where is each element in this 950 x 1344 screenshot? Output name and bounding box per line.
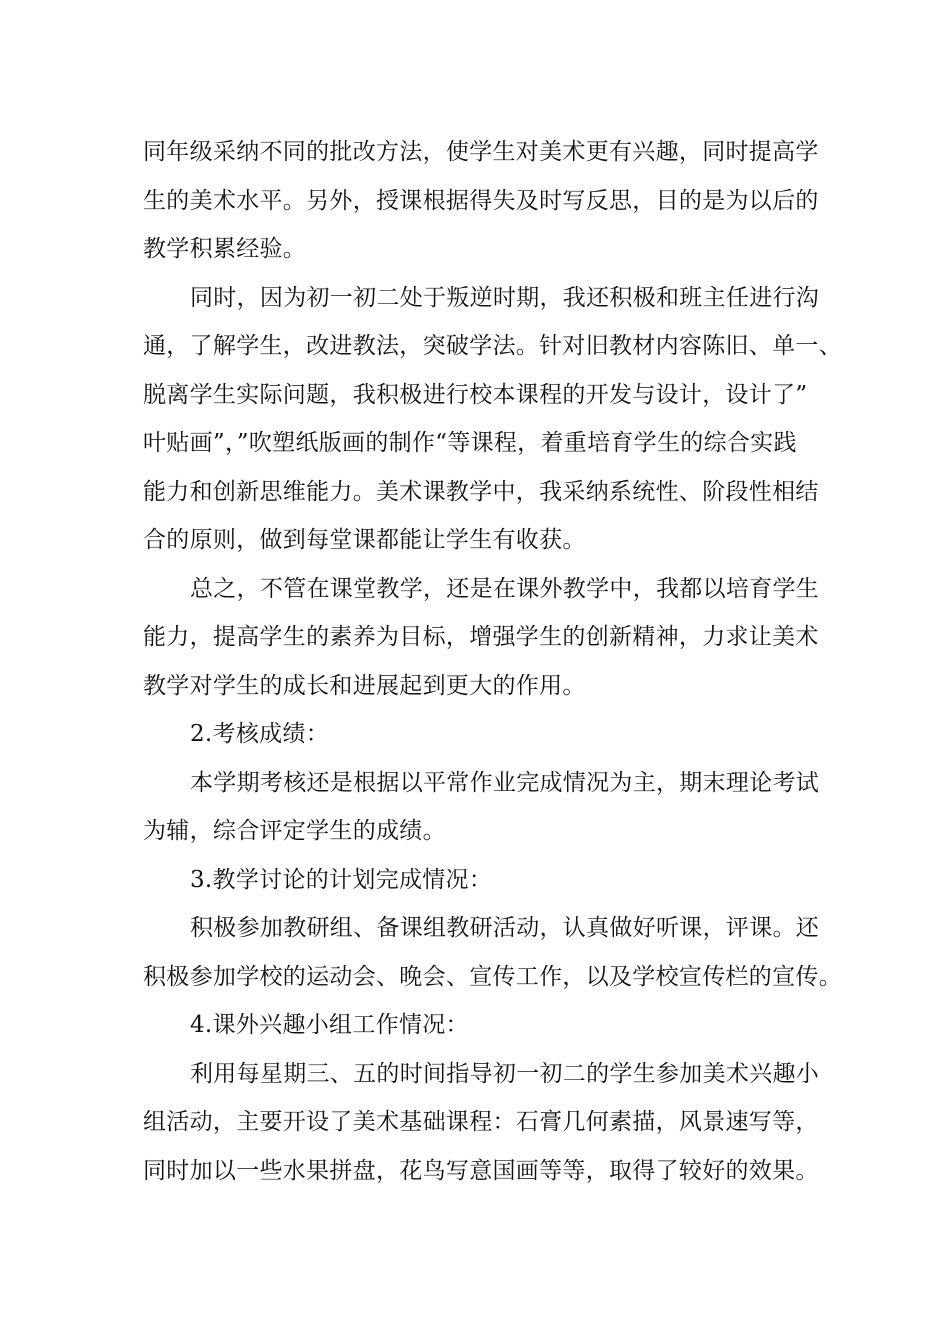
text-line: 合的原则，做到每堂课都能让学生有收获。: [143, 527, 586, 553]
text-line: 同时加以一些水果拼盘，花鸟写意国画等等，取得了较好的效果。: [143, 1157, 819, 1184]
text-line: 教学对学生的成长和进展起到更大的作用。: [143, 672, 586, 699]
text-line: 能力和创新思维能力。美术课教学中，我采纳系统性、阶段性相结: [143, 478, 819, 505]
text-line: 脱离学生实际问题，我积极进行校本课程的开发与设计，设计了”: [143, 381, 808, 408]
text-line: 教学积累经验。: [143, 236, 307, 262]
document-body: [143, 128, 842, 1195]
paragraph-first-line: 本学期考核还是根据以平常作业完成情况为主，期末理论考试: [190, 769, 820, 796]
text-line: 能力，提高学生的素养为目标，增强学生的创新精神，力求让美术: [143, 624, 819, 650]
paragraph-first-line: 利用每星期三、五的时间指导初一初二的学生参加美术兴趣小: [190, 1060, 820, 1087]
text-line: 组活动，主要开设了美术基础课程：石膏几何素描，风景速写等，: [143, 1109, 819, 1135]
paragraph-first-line: 同时，因为初一初二处于叛逆时期，我还积极和班主任进行沟: [190, 284, 820, 311]
section-heading: 4.课外兴趣小组工作情况：: [190, 1012, 469, 1038]
section-heading: 3.教学讨论的计划完成情况：: [190, 866, 493, 893]
text-line: 通，了解学生，改进教法，突破学法。针对旧教材内容陈旧、单一、: [143, 333, 842, 359]
paragraph-first-line: 总之，不管在课堂教学，还是在课外教学中，我都以培育学生: [190, 575, 820, 602]
text-line: 积极参加学校的运动会、晚会、宣传工作，以及学校宣传栏的宣传。: [143, 963, 842, 990]
text-line: 叶贴画”，”吹塑纸版画的制作“等课程，着重培育学生的综合实践: [143, 430, 797, 456]
section-heading: 2.考核成绩：: [190, 721, 330, 747]
text-line: 同年级采纳不同的批改方法，使学生对美术更有兴趣，同时提高学: [143, 139, 819, 165]
text-line: 生的美术水平。另外，授课根据得失及时写反思，目的是为以后的: [143, 187, 819, 214]
paragraph-first-line: 积极参加教研组、备课组教研活动，认真做好听课，评课。还: [190, 915, 820, 941]
text-line: 为辅，综合评定学生的成绩。: [143, 818, 446, 844]
